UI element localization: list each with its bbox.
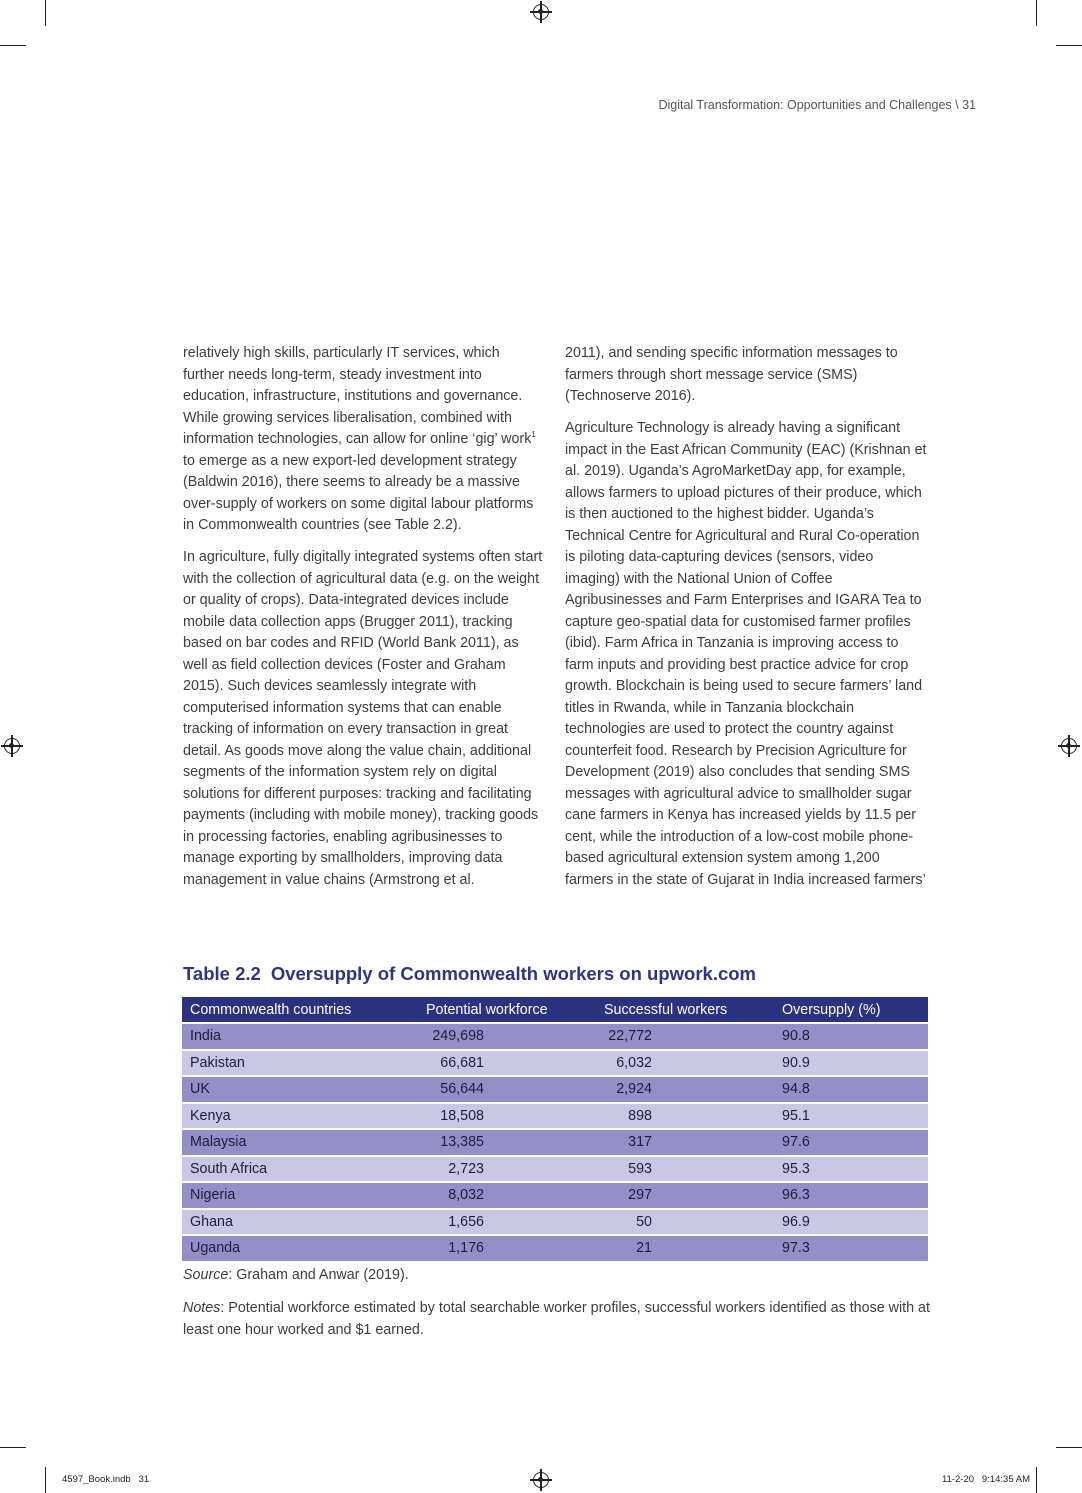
- table-header-row: [182, 997, 928, 1023]
- workforce-cell: 56,644: [418, 1076, 596, 1103]
- oversupply-cell: 96.3: [774, 1182, 928, 1209]
- crop-mark: [1056, 1447, 1082, 1448]
- country-cell: Uganda: [182, 1235, 418, 1262]
- country-cell: Nigeria: [182, 1182, 418, 1209]
- crop-mark: [0, 1447, 26, 1448]
- oversupply-cell: 90.8: [774, 1023, 928, 1050]
- workforce-cell: 2,723: [418, 1156, 596, 1183]
- oversupply-cell: 95.1: [774, 1103, 928, 1130]
- successful-cell: 6,032: [596, 1050, 774, 1077]
- table-row: [182, 1050, 928, 1077]
- crop-mark: [1036, 1467, 1037, 1493]
- workforce-cell: 18,508: [418, 1103, 596, 1130]
- column-header: Commonwealth countries: [182, 997, 418, 1023]
- table-row: [182, 1235, 928, 1262]
- table-row: [182, 1182, 928, 1209]
- table-row: [182, 1023, 928, 1050]
- oversupply-cell: 97.3: [774, 1235, 928, 1262]
- crop-mark: [45, 0, 46, 26]
- paragraph: In agriculture, fully digitally integrated systems often start with the collection of agricultural data (e.g. on the weight or quality of crops). Data-integrated devices include mobile data collection apps (Brugger 2011), tracking based on bar codes and RFID (World Bank 2011), as well as field collection devices (Foster and Graham 2015). Such devices seamlessly integrate with computerised information systems that can enable tracking of information on every transaction in great detail. As goods move along the value chain, additional segments of the information system rely on digital solutions for different purposes: tracking and facilitating payments (including with mobile money), tracking goods in processing factories, enabling agribusinesses to manage exporting by smallholders, improving data management in value chains (Armstrong et al.: [183, 549, 543, 888]
- table-row: [182, 1129, 928, 1156]
- paragraph: relatively high skills, particularly IT services, which further needs long-term, steady investment into education, infrastructure, institutions and governance. While growing services liberalisation, combined with information technologies, can allow for online ‘gig’ work$^1$ to emerge as a new export-led development strategy (Baldwin 2016), there seems to already be a massive over-supply of workers on some digital labour platforms in Commonwealth countries (see Table 2.2).: [183, 345, 536, 533]
- oversupply-cell: 90.9: [774, 1050, 928, 1077]
- successful-cell: 317: [596, 1129, 774, 1156]
- table-number: Table 2.2: [183, 963, 261, 984]
- table-title: [183, 963, 756, 985]
- workforce-cell: 8,032: [418, 1182, 596, 1209]
- country-cell: Ghana: [182, 1209, 418, 1236]
- country-cell: Kenya: [182, 1103, 418, 1130]
- oversupply-cell: 96.9: [774, 1209, 928, 1236]
- successful-cell: 297: [596, 1182, 774, 1209]
- oversupply-cell: 94.8: [774, 1076, 928, 1103]
- workforce-cell: 13,385: [418, 1129, 596, 1156]
- registration-mark-icon: [533, 1472, 549, 1488]
- crop-mark: [1036, 0, 1037, 26]
- table-row: [182, 1103, 928, 1130]
- country-cell: UK: [182, 1076, 418, 1103]
- column-header: Oversupply (%): [774, 997, 928, 1023]
- registration-mark-icon: [533, 4, 549, 20]
- successful-cell: 22,772: [596, 1023, 774, 1050]
- table-source: Source: Graham and Anwar (2019).: [183, 1267, 409, 1283]
- table-notes: Notes: Potential workforce estimated by total searchable worker profiles, successful workers identified as those with at least one hour worked and $1 earned.: [183, 1300, 930, 1338]
- country-cell: Pakistan: [182, 1050, 418, 1077]
- crop-mark: [0, 45, 26, 46]
- successful-cell: 21: [596, 1235, 774, 1262]
- right-column: [565, 343, 927, 902]
- footnote-ref[interactable]: 1: [531, 430, 536, 439]
- left-column: [183, 343, 545, 902]
- slug-filename: 4597_Book.indb 31: [62, 1474, 150, 1485]
- successful-cell: 593: [596, 1156, 774, 1183]
- crop-mark: [1056, 45, 1082, 46]
- slug-datetime: 11-2-20 9:14:35 AM: [941, 1474, 1030, 1485]
- table-row: [182, 1156, 928, 1183]
- paragraph: 2011), and sending specific information messages to farmers through short message service (SMS) (Technoserve 2016).: [565, 345, 898, 404]
- successful-cell: 898: [596, 1103, 774, 1130]
- column-header: Successful workers: [596, 997, 774, 1023]
- registration-mark-icon: [1061, 738, 1077, 754]
- workforce-cell: 1,656: [418, 1209, 596, 1236]
- oversupply-cell: 95.3: [774, 1156, 928, 1183]
- column-header: Potential workforce: [418, 997, 596, 1023]
- country-cell: South Africa: [182, 1156, 418, 1183]
- successful-cell: 50: [596, 1209, 774, 1236]
- workforce-cell: 66,681: [418, 1050, 596, 1077]
- running-head: Digital Transformation: Opportunities and Challenges \ 31: [658, 98, 976, 112]
- table-row: [182, 1076, 928, 1103]
- workforce-cell: 1,176: [418, 1235, 596, 1262]
- country-cell: Malaysia: [182, 1129, 418, 1156]
- crop-mark: [45, 1467, 46, 1493]
- successful-cell: 2,924: [596, 1076, 774, 1103]
- paragraph: Agriculture Technology is already having a significant impact in the East African Community (EAC) (Krishnan et al. 2019). Uganda’s AgroMarketDay app, for example, allows farmers to upload pictures of their produce, which is then auctioned to the highest bidder. Uganda’s Technical Centre for Agricultural and Rural Co-operation is piloting data-capturing devices (sensors, video imaging) with the National Union of Coffee Agribusinesses and Farm Enterprises and IGARA Tea to capture geo-spatial data for customised farmer profiles (ibid). Farm Africa in Tanzania is improving access to farm inputs and providing best practice advice for crop growth. Blockchain is being used to secure farmers’ land titles in Rwanda, while in Tanzania blockchain technologies are used to protect the country against counterfeit food. Research by Precision Agriculture for Development (2019) also concludes that sending SMS messages with agricultural advice to smallholder sugar cane farmers in Kenya has increased yields by 11.5 per cent, while the introduction of a low-cost mobile phone-based agricultural extension system among 1,200 farmers in the state of Gujarat in India increased farmers’: [565, 420, 927, 888]
- table-row: [182, 1209, 928, 1236]
- country-cell: India: [182, 1023, 418, 1050]
- registration-mark-icon: [4, 738, 20, 754]
- table-caption: Oversupply of Commonwealth workers on upwork.com: [270, 963, 757, 984]
- oversupply-cell: 97.6: [774, 1129, 928, 1156]
- workforce-cell: 249,698: [418, 1023, 596, 1050]
- oversupply-table: [182, 997, 928, 1263]
